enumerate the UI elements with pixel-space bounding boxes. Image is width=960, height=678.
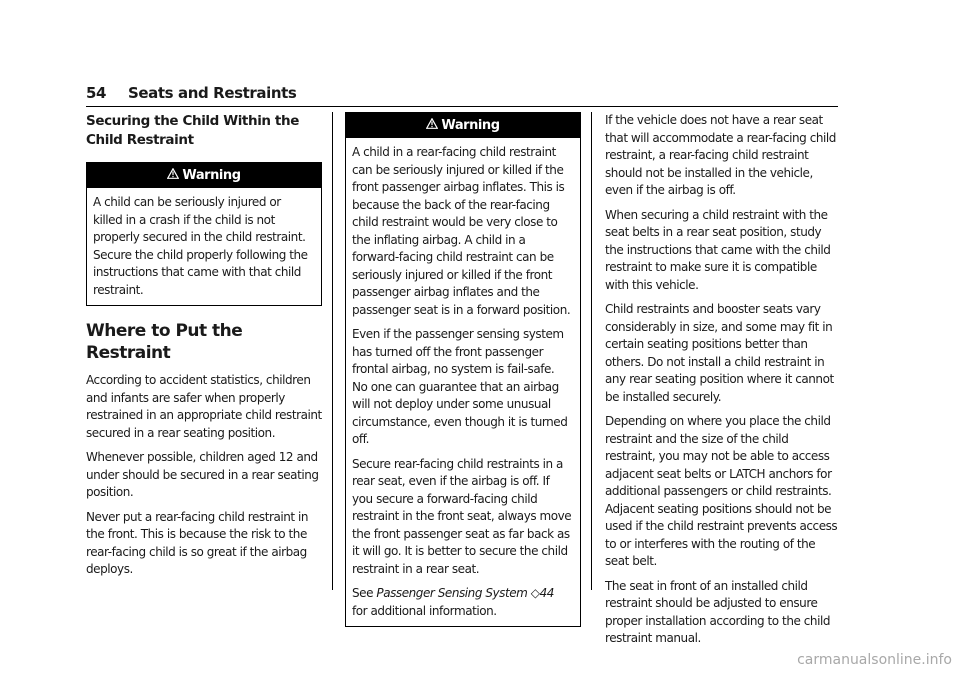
paragraph: Never put a rear-facing child restraint in the front. This is because the risk to the rear-facing child is so great if the airbag deploys. — [86, 509, 309, 576]
cross-reference — [352, 585, 572, 620]
paragraph: Child restraints and booster seats vary considerably in size, and some may fit in certain seating positions better than others. Do not install a child restraint in any rear seating position where it cannot be installed securely. — [605, 302, 834, 404]
warning-paragraph: Even if the passenger sensing system has turned off the front passenger frontal airbag, no system is fail-safe. No one can guarantee that an airbag will not deploy under some unusual circumstance, even though it is turned off. — [352, 327, 568, 446]
warning-triangle-icon — [167, 166, 179, 186]
header-rule — [86, 106, 838, 107]
warning-text: A child can be seriously injured or killed in a crash if the child is not properly secured in the child restraint. Secure the child properly following the instructions that came with that child restraint. — [93, 195, 308, 297]
page-ref-arrow-icon: ◇ — [530, 586, 540, 600]
see-prefix: See — [352, 586, 377, 600]
warning-paragraph: Secure rear-facing child restraints in a rear seat, even if the airbag is off. If you secure a forward-facing child restraint in the front seat, always move the front passenger seat as far back as it will go. It is better to secure the child restraint in a rear seat. — [352, 456, 572, 576]
column-divider — [332, 112, 333, 590]
paragraph: Whenever possible, children aged 12 and under should be secured in a rear seating position. — [86, 450, 319, 499]
subheading: Securing the Child Within the Child Restraint — [86, 113, 299, 148]
section-heading: Where to Put the Restraint — [86, 321, 243, 363]
column-2 — [345, 112, 581, 637]
warning-body — [87, 188, 321, 305]
warning-box — [345, 112, 581, 627]
see-suffix: for additional information. — [352, 603, 497, 618]
column-3 — [605, 112, 841, 655]
paragraph: According to accident statistics, children and infants are safer when properly restrained in an appropriate child restraint secured in a rear seating position. — [86, 373, 322, 440]
warning-body — [346, 138, 580, 626]
watermark: carmanualsonline.info — [797, 652, 952, 668]
warning-triangle-icon — [426, 116, 438, 136]
paragraph: Depending on where you place the child restraint and the size of the child restraint, you may not be able to access adjacent seat belts or LATCH anchors for additional passengers or child restraints. Adjacent seating positions should not be used if the child restraint prevents access to or interferes with the routing of the seat belt. — [605, 414, 838, 568]
section-title: Seats and Restraints — [128, 84, 297, 102]
warning-header — [346, 113, 580, 138]
warning-title: Warning — [182, 168, 241, 183]
paragraph: If the vehicle does not have a rear seat that will accommodate a rear-facing child restraint, a rear-facing child restraint should not be installed in the vehicle, even if the airbag is off. — [605, 113, 836, 197]
warning-header — [87, 163, 321, 188]
paragraph: The seat in front of an installed child restraint should be adjusted to ensure proper installation according to the child restraint manual. — [605, 578, 831, 645]
warning-paragraph: A child in a rear-facing child restraint can be seriously injured or killed if the front passenger airbag inflates. This is because the back of the rear-facing child restraint would be very close to the inflating airbag. A child in a forward-facing child restraint can be seriously injured or killed if the front passenger airbag inflates and the passenger seat is in a forward position. — [352, 145, 571, 317]
column-divider — [591, 112, 592, 590]
warning-title: Warning — [441, 118, 500, 133]
column-1 — [86, 112, 322, 586]
page-number: 54 — [86, 84, 107, 102]
cross-reference-link[interactable]: Passenger Sensing System — [376, 586, 528, 600]
page-ref-number[interactable]: 44 — [539, 586, 554, 600]
paragraph: When securing a child restraint with the seat belts in a rear seat position, study the instructions that came with the child restraint to make sure it is compatible with this vehicle. — [605, 207, 831, 292]
warning-box — [86, 162, 322, 306]
